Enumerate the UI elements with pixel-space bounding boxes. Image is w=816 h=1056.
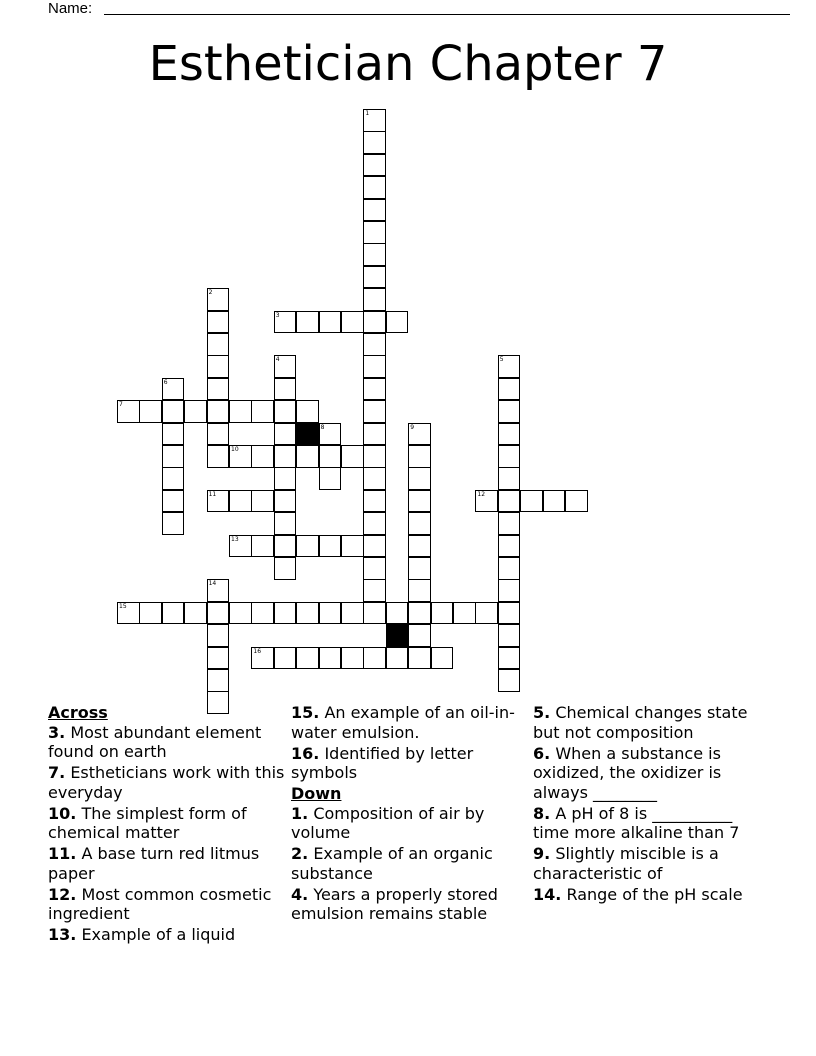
crossword-cell[interactable]	[363, 109, 386, 132]
crossword-cell[interactable]	[363, 243, 386, 266]
crossword-cell[interactable]	[363, 490, 386, 513]
crossword-cell[interactable]	[363, 579, 386, 602]
crossword-cell[interactable]	[363, 333, 386, 356]
crossword-cell[interactable]	[363, 311, 386, 334]
page-title: Esthetician Chapter 7	[148, 36, 668, 92]
crossword-cell[interactable]	[229, 535, 252, 558]
crossword-cell[interactable]	[207, 490, 230, 513]
crossword-cell[interactable]	[363, 176, 386, 199]
crossword-cell[interactable]	[498, 423, 521, 446]
crossword-cell[interactable]	[363, 199, 386, 222]
clue-down-14	[533, 885, 773, 905]
crossword-cell[interactable]	[386, 647, 409, 670]
clue-down-9	[533, 844, 773, 883]
clue-down-8	[533, 804, 773, 843]
crossword-cell[interactable]	[498, 535, 521, 558]
crossword-black-square	[296, 423, 319, 446]
crossword-cell[interactable]	[207, 423, 230, 446]
crossword-cell[interactable]	[274, 355, 297, 378]
clue-across-13	[48, 925, 288, 945]
clue-across-3	[48, 723, 288, 762]
crossword-cell[interactable]	[408, 624, 431, 647]
crossword-cell[interactable]	[363, 467, 386, 490]
crossword-cell[interactable]	[498, 557, 521, 580]
cell-number: 6	[163, 378, 168, 386]
crossword-cell[interactable]	[363, 355, 386, 378]
clue-down-5	[533, 703, 773, 742]
crossword-cell[interactable]	[207, 355, 230, 378]
clue-text: When a substance is oxidized, the oxidizer is always ________	[533, 743, 722, 802]
crossword-cell[interactable]	[162, 423, 185, 446]
crossword-cell[interactable]	[207, 602, 230, 625]
crossword-cell[interactable]	[408, 490, 431, 513]
crossword-cell[interactable]	[363, 221, 386, 244]
crossword-cell[interactable]	[341, 602, 364, 625]
crossword-cell[interactable]	[229, 445, 252, 468]
cell-number: 11	[208, 490, 217, 498]
crossword-cell[interactable]	[319, 423, 342, 446]
clue-text: Years a properly stored emulsion remains stable	[291, 884, 498, 923]
crossword-cell[interactable]	[363, 400, 386, 423]
crossword-cell[interactable]	[386, 311, 409, 334]
clue-across-12	[48, 885, 288, 924]
clue-text: Composition of air by volume	[291, 803, 485, 842]
clue-number: 12.	[48, 884, 77, 904]
crossword-cell[interactable]	[408, 579, 431, 602]
crossword-cell[interactable]	[431, 647, 454, 670]
crossword-cell[interactable]	[207, 333, 230, 356]
crossword-cell[interactable]	[431, 602, 454, 625]
crossword-cell[interactable]	[274, 602, 297, 625]
crossword-cell[interactable]	[408, 602, 431, 625]
cell-number: 16	[253, 647, 262, 655]
clue-column-2	[291, 703, 531, 925]
clue-text: A pH of 8 is __________ time more alkaline than 7	[533, 803, 740, 842]
crossword-cell[interactable]	[251, 535, 274, 558]
crossword-black-square	[386, 624, 409, 647]
clue-number: 7.	[48, 763, 66, 782]
clue-number: 9.	[533, 844, 551, 863]
crossword-cell[interactable]	[207, 669, 230, 692]
crossword-cell[interactable]	[274, 557, 297, 580]
crossword-cell[interactable]	[207, 311, 230, 334]
crossword-cell[interactable]	[363, 423, 386, 446]
clue-text: Example of an organic substance	[291, 844, 493, 883]
clue-text: Identified by letter symbols	[291, 743, 474, 782]
crossword-cell[interactable]	[117, 400, 140, 423]
crossword-cell[interactable]	[251, 445, 274, 468]
cell-number: 4	[275, 356, 280, 364]
crossword-cell[interactable]	[363, 535, 386, 558]
crossword-cell[interactable]	[498, 400, 521, 423]
cell-number: 12	[477, 490, 486, 498]
crossword-cell[interactable]	[139, 400, 162, 423]
crossword-cell[interactable]	[363, 647, 386, 670]
clue-number: 4.	[291, 884, 309, 904]
crossword-cell[interactable]	[296, 400, 319, 423]
crossword-cell[interactable]	[274, 512, 297, 535]
clue-text: Slightly miscible is a characteristic of	[533, 844, 719, 883]
cell-number: 8	[320, 423, 325, 431]
clue-down-4	[291, 885, 531, 924]
clue-down-1	[291, 804, 531, 843]
crossword-cell[interactable]	[363, 131, 386, 154]
across-heading: Across	[48, 703, 108, 722]
cell-number: 5	[499, 356, 504, 364]
crossword-cell[interactable]	[386, 602, 409, 625]
crossword-cell[interactable]	[319, 602, 342, 625]
crossword-cell[interactable]	[363, 512, 386, 535]
crossword-cell[interactable]	[162, 490, 185, 513]
name-label: Name:	[48, 0, 93, 17]
cell-number: 1	[365, 110, 370, 117]
crossword-cell[interactable]	[296, 311, 319, 334]
crossword-cell[interactable]	[207, 288, 230, 311]
crossword-cell[interactable]	[498, 445, 521, 468]
crossword-cell[interactable]	[251, 490, 274, 513]
clue-number: 10.	[48, 803, 77, 823]
crossword-cell[interactable]	[229, 602, 252, 625]
crossword-cell[interactable]	[363, 288, 386, 311]
crossword-cell[interactable]	[296, 647, 319, 670]
crossword-cell[interactable]	[274, 445, 297, 468]
crossword-cell[interactable]	[139, 602, 162, 625]
crossword-cell[interactable]	[341, 445, 364, 468]
clue-down-2	[291, 844, 531, 883]
crossword-cell[interactable]	[207, 400, 230, 423]
clue-text: The simplest form of chemical matter	[48, 803, 247, 842]
clue-number: 13.	[48, 925, 77, 944]
crossword-cell[interactable]	[296, 445, 319, 468]
clue-across-15	[291, 703, 531, 742]
clue-down-6	[533, 744, 773, 803]
crossword-cell[interactable]	[341, 535, 364, 558]
crossword-cell[interactable]	[498, 490, 521, 513]
crossword-cell[interactable]	[184, 400, 207, 423]
down-heading: Down	[291, 784, 342, 803]
crossword-cell[interactable]	[363, 445, 386, 468]
crossword-cell[interactable]	[475, 490, 498, 513]
crossword-cell[interactable]	[251, 602, 274, 625]
crossword-cell[interactable]	[319, 647, 342, 670]
crossword-cell[interactable]	[251, 400, 274, 423]
crossword-cell[interactable]	[498, 512, 521, 535]
crossword-cell[interactable]	[117, 602, 140, 625]
crossword-cell[interactable]	[162, 512, 185, 535]
clue-text: Most common cosmetic ingredient	[48, 884, 272, 923]
crossword-cell[interactable]	[498, 579, 521, 602]
crossword-cell[interactable]	[341, 647, 364, 670]
crossword-cell[interactable]	[251, 647, 274, 670]
crossword-cell[interactable]	[475, 602, 498, 625]
crossword-cell[interactable]	[162, 602, 185, 625]
crossword-cell[interactable]	[162, 378, 185, 401]
crossword-cell[interactable]	[363, 602, 386, 625]
cell-number: 7	[119, 401, 123, 409]
crossword-cell[interactable]	[207, 378, 230, 401]
clue-number: 8.	[533, 803, 551, 823]
crossword-cell[interactable]	[498, 355, 521, 378]
crossword-cell[interactable]	[498, 647, 521, 670]
cell-number: 13	[231, 535, 239, 543]
crossword-cell[interactable]	[498, 378, 521, 401]
clue-column-3	[533, 703, 773, 906]
clue-number: 16.	[291, 743, 320, 763]
crossword-cell[interactable]	[498, 467, 521, 490]
crossword-cell[interactable]	[296, 535, 319, 558]
crossword-cell[interactable]	[408, 557, 431, 580]
crossword-cell[interactable]	[162, 467, 185, 490]
crossword-cell[interactable]	[296, 602, 319, 625]
crossword-cell[interactable]	[274, 647, 297, 670]
clue-number: 2.	[291, 844, 309, 863]
clue-number: 3.	[48, 722, 66, 742]
crossword-cell[interactable]	[408, 445, 431, 468]
crossword-cell[interactable]	[408, 423, 431, 446]
crossword-cell[interactable]	[319, 445, 342, 468]
crossword-cell[interactable]	[229, 400, 252, 423]
clue-number: 1.	[291, 803, 309, 823]
clue-across-11	[48, 844, 288, 883]
crossword-cell[interactable]	[498, 602, 521, 625]
clue-text: Chemical changes state but not composition	[533, 703, 748, 742]
crossword-cell[interactable]	[408, 467, 431, 490]
crossword-cell[interactable]	[408, 512, 431, 535]
crossword-cell[interactable]	[162, 445, 185, 468]
cell-number: 9	[410, 423, 415, 431]
cell-number: 10	[231, 446, 239, 453]
crossword-cell[interactable]	[207, 647, 230, 670]
crossword-cell[interactable]	[319, 535, 342, 558]
crossword-cell[interactable]	[453, 602, 476, 625]
crossword-cell[interactable]	[319, 311, 342, 334]
crossword-cell[interactable]	[319, 467, 342, 490]
cell-number: 2	[208, 289, 213, 297]
clue-text: An example of an oil-in-water emulsion.	[291, 703, 515, 742]
clue-number: 6.	[533, 743, 551, 763]
clue-across-7	[48, 763, 288, 802]
crossword-cell[interactable]	[363, 266, 386, 289]
crossword-cell[interactable]	[207, 624, 230, 647]
crossword-cell[interactable]	[498, 624, 521, 647]
clue-text: Estheticians work with this everyday	[48, 763, 285, 802]
cell-number: 15	[119, 602, 127, 610]
crossword-cell[interactable]	[363, 378, 386, 401]
cell-number: 14	[208, 580, 217, 588]
clue-text: Range of the pH scale	[566, 884, 743, 904]
crossword-cell[interactable]	[229, 490, 252, 513]
crossword-cell[interactable]	[274, 490, 297, 513]
cell-number: 3	[275, 311, 280, 319]
crossword-cell[interactable]	[274, 423, 297, 446]
crossword-cell[interactable]	[274, 535, 297, 558]
clue-text: Example of a liquid	[81, 925, 236, 944]
clue-number: 15.	[291, 703, 320, 722]
crossword-cell[interactable]	[184, 602, 207, 625]
crossword-cell[interactable]	[274, 311, 297, 334]
crossword-cell[interactable]	[341, 311, 364, 334]
clue-number: 14.	[533, 884, 562, 904]
clue-number: 11.	[48, 844, 77, 863]
crossword-cell[interactable]	[274, 378, 297, 401]
crossword-cell[interactable]	[408, 535, 431, 558]
crossword-cell[interactable]	[363, 557, 386, 580]
crossword-cell[interactable]	[498, 669, 521, 692]
crossword-cell[interactable]	[363, 154, 386, 177]
clue-text: Most abundant element found on earth	[48, 722, 262, 761]
crossword-cell[interactable]	[207, 445, 230, 468]
crossword-cell[interactable]	[520, 490, 543, 513]
clue-number: 5.	[533, 703, 551, 722]
crossword-cell[interactable]	[565, 490, 588, 513]
crossword-cell[interactable]	[274, 400, 297, 423]
crossword-cell[interactable]	[162, 400, 185, 423]
crossword-cell[interactable]	[207, 579, 230, 602]
clue-text: A base turn red litmus paper	[48, 844, 260, 883]
crossword-cell[interactable]	[274, 467, 297, 490]
clue-across-16	[291, 744, 531, 783]
crossword-cell[interactable]	[543, 490, 566, 513]
clue-column-1	[48, 703, 288, 946]
clue-across-10	[48, 804, 288, 843]
crossword-cell[interactable]	[408, 647, 431, 670]
